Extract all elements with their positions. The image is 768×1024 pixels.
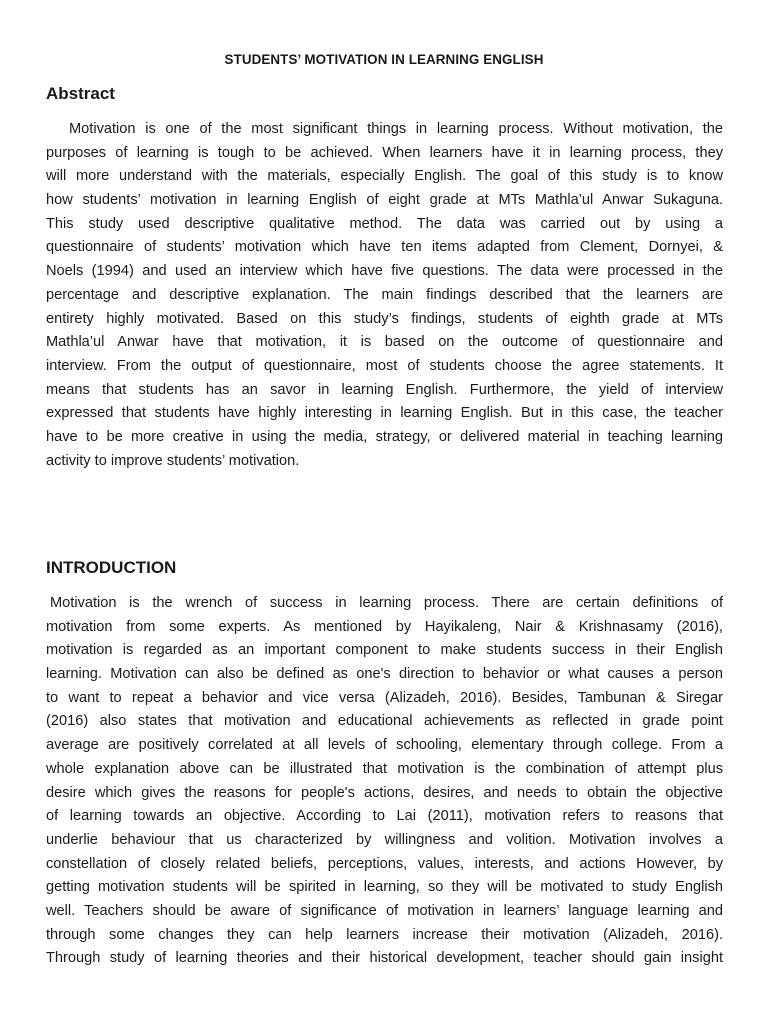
introduction-line: desire which gives the reasons for people's actions, desires, and needs to obtain the objective	[46, 784, 723, 801]
abstract-line: activity to improve students’ motivation.	[46, 452, 300, 469]
introduction-line: motivation from some experts. As mentioned by Hayikaleng, Nair & Krishnasamy (2016),	[46, 618, 723, 635]
abstract-line: have to be more creative in using the media, strategy, or delivered material in teaching learning	[46, 428, 723, 445]
introduction-line: average are positively correlated at all levels of schooling, elementary through college. From a	[46, 737, 723, 754]
introduction-line: (2016) also states that motivation and educational achievements as reflected in grade point	[46, 713, 723, 730]
abstract-line: purposes of learning is tough to be achieved. When learners have it in learning process, they	[46, 144, 723, 161]
introduction-line: underlie behaviour that us characterized by willingness and volition. Motivation involves a	[46, 831, 723, 848]
abstract-heading: Abstract	[46, 84, 115, 103]
introduction-line: constellation of closely related beliefs, perceptions, values, interests, and actions However, by	[46, 855, 723, 872]
introduction-line: getting motivation students will be spirited in learning, so they will be motivated to study English	[46, 879, 723, 896]
introduction-line: Through study of learning theories and their historical development, teacher should gain insight	[46, 950, 723, 967]
introduction-line: Motivation is the wrench of success in learning process. There are certain definitions of	[50, 595, 723, 611]
abstract-line: means that students has an savor in learning English. Furthermore, the yield of interview	[46, 381, 723, 398]
abstract-line: will more understand with the materials, especially English. The goal of this study is to know	[46, 168, 723, 185]
introduction-line: of learning towards an objective. According to Lai (2011), motivation refers to reasons that	[46, 808, 723, 825]
abstract-line: entirety highly motivated. Based on this study’s findings, students of eighth grade at MTs	[46, 310, 723, 327]
abstract-line: questionnaire of students’ motivation which have ten items adapted from Clement, Dornyei, &	[46, 239, 723, 256]
introduction-line: to want to repeat a behavior and vice versa (Alizadeh, 2016). Besides, Tambunan & Siregar	[46, 689, 723, 706]
abstract-paragraph	[46, 118, 723, 473]
abstract-line: expressed that students have highly interesting in learning English. But in this case, the teacher	[46, 405, 723, 422]
abstract-line: This study used descriptive qualitative method. The data was carried out by using a	[46, 215, 723, 232]
abstract-line: percentage and descriptive explanation. The main findings described that the learners are	[46, 286, 723, 303]
abstract-line: interview. From the output of questionnaire, most of students choose the agree statements. It	[46, 357, 723, 374]
introduction-paragraph	[46, 592, 723, 971]
introduction-line: learning. Motivation can also be defined as one's direction to behavior or what causes a person	[46, 666, 723, 683]
abstract-line: Motivation is one of the most significant things in learning process. Without motivation, the	[69, 121, 723, 137]
introduction-line: through some changes they can help learners increase their motivation (Alizadeh, 2016).	[46, 926, 723, 943]
document-title: STUDENTS’ MOTIVATION IN LEARNING ENGLISH	[224, 52, 544, 67]
introduction-line: well. Teachers should be aware of significance of motivation in learners’ language learning and	[46, 902, 723, 919]
introduction-heading: INTRODUCTION	[46, 558, 177, 577]
introduction-line: whole explanation above can be illustrated that motivation is the combination of attempt plus	[46, 760, 723, 777]
abstract-line: Mathla’ul Anwar have that motivation, it is based on the outcome of questionnaire and	[46, 334, 723, 351]
abstract-line: Noels (1994) and used an interview which have five questions. The data were processed in the	[46, 263, 723, 280]
abstract-line: how students’ motivation in learning English of eight grade at MTs Mathla’ul Anwar Sukaguna.	[46, 192, 723, 209]
introduction-line: motivation is regarded as an important component to make students success in their English	[46, 642, 723, 659]
